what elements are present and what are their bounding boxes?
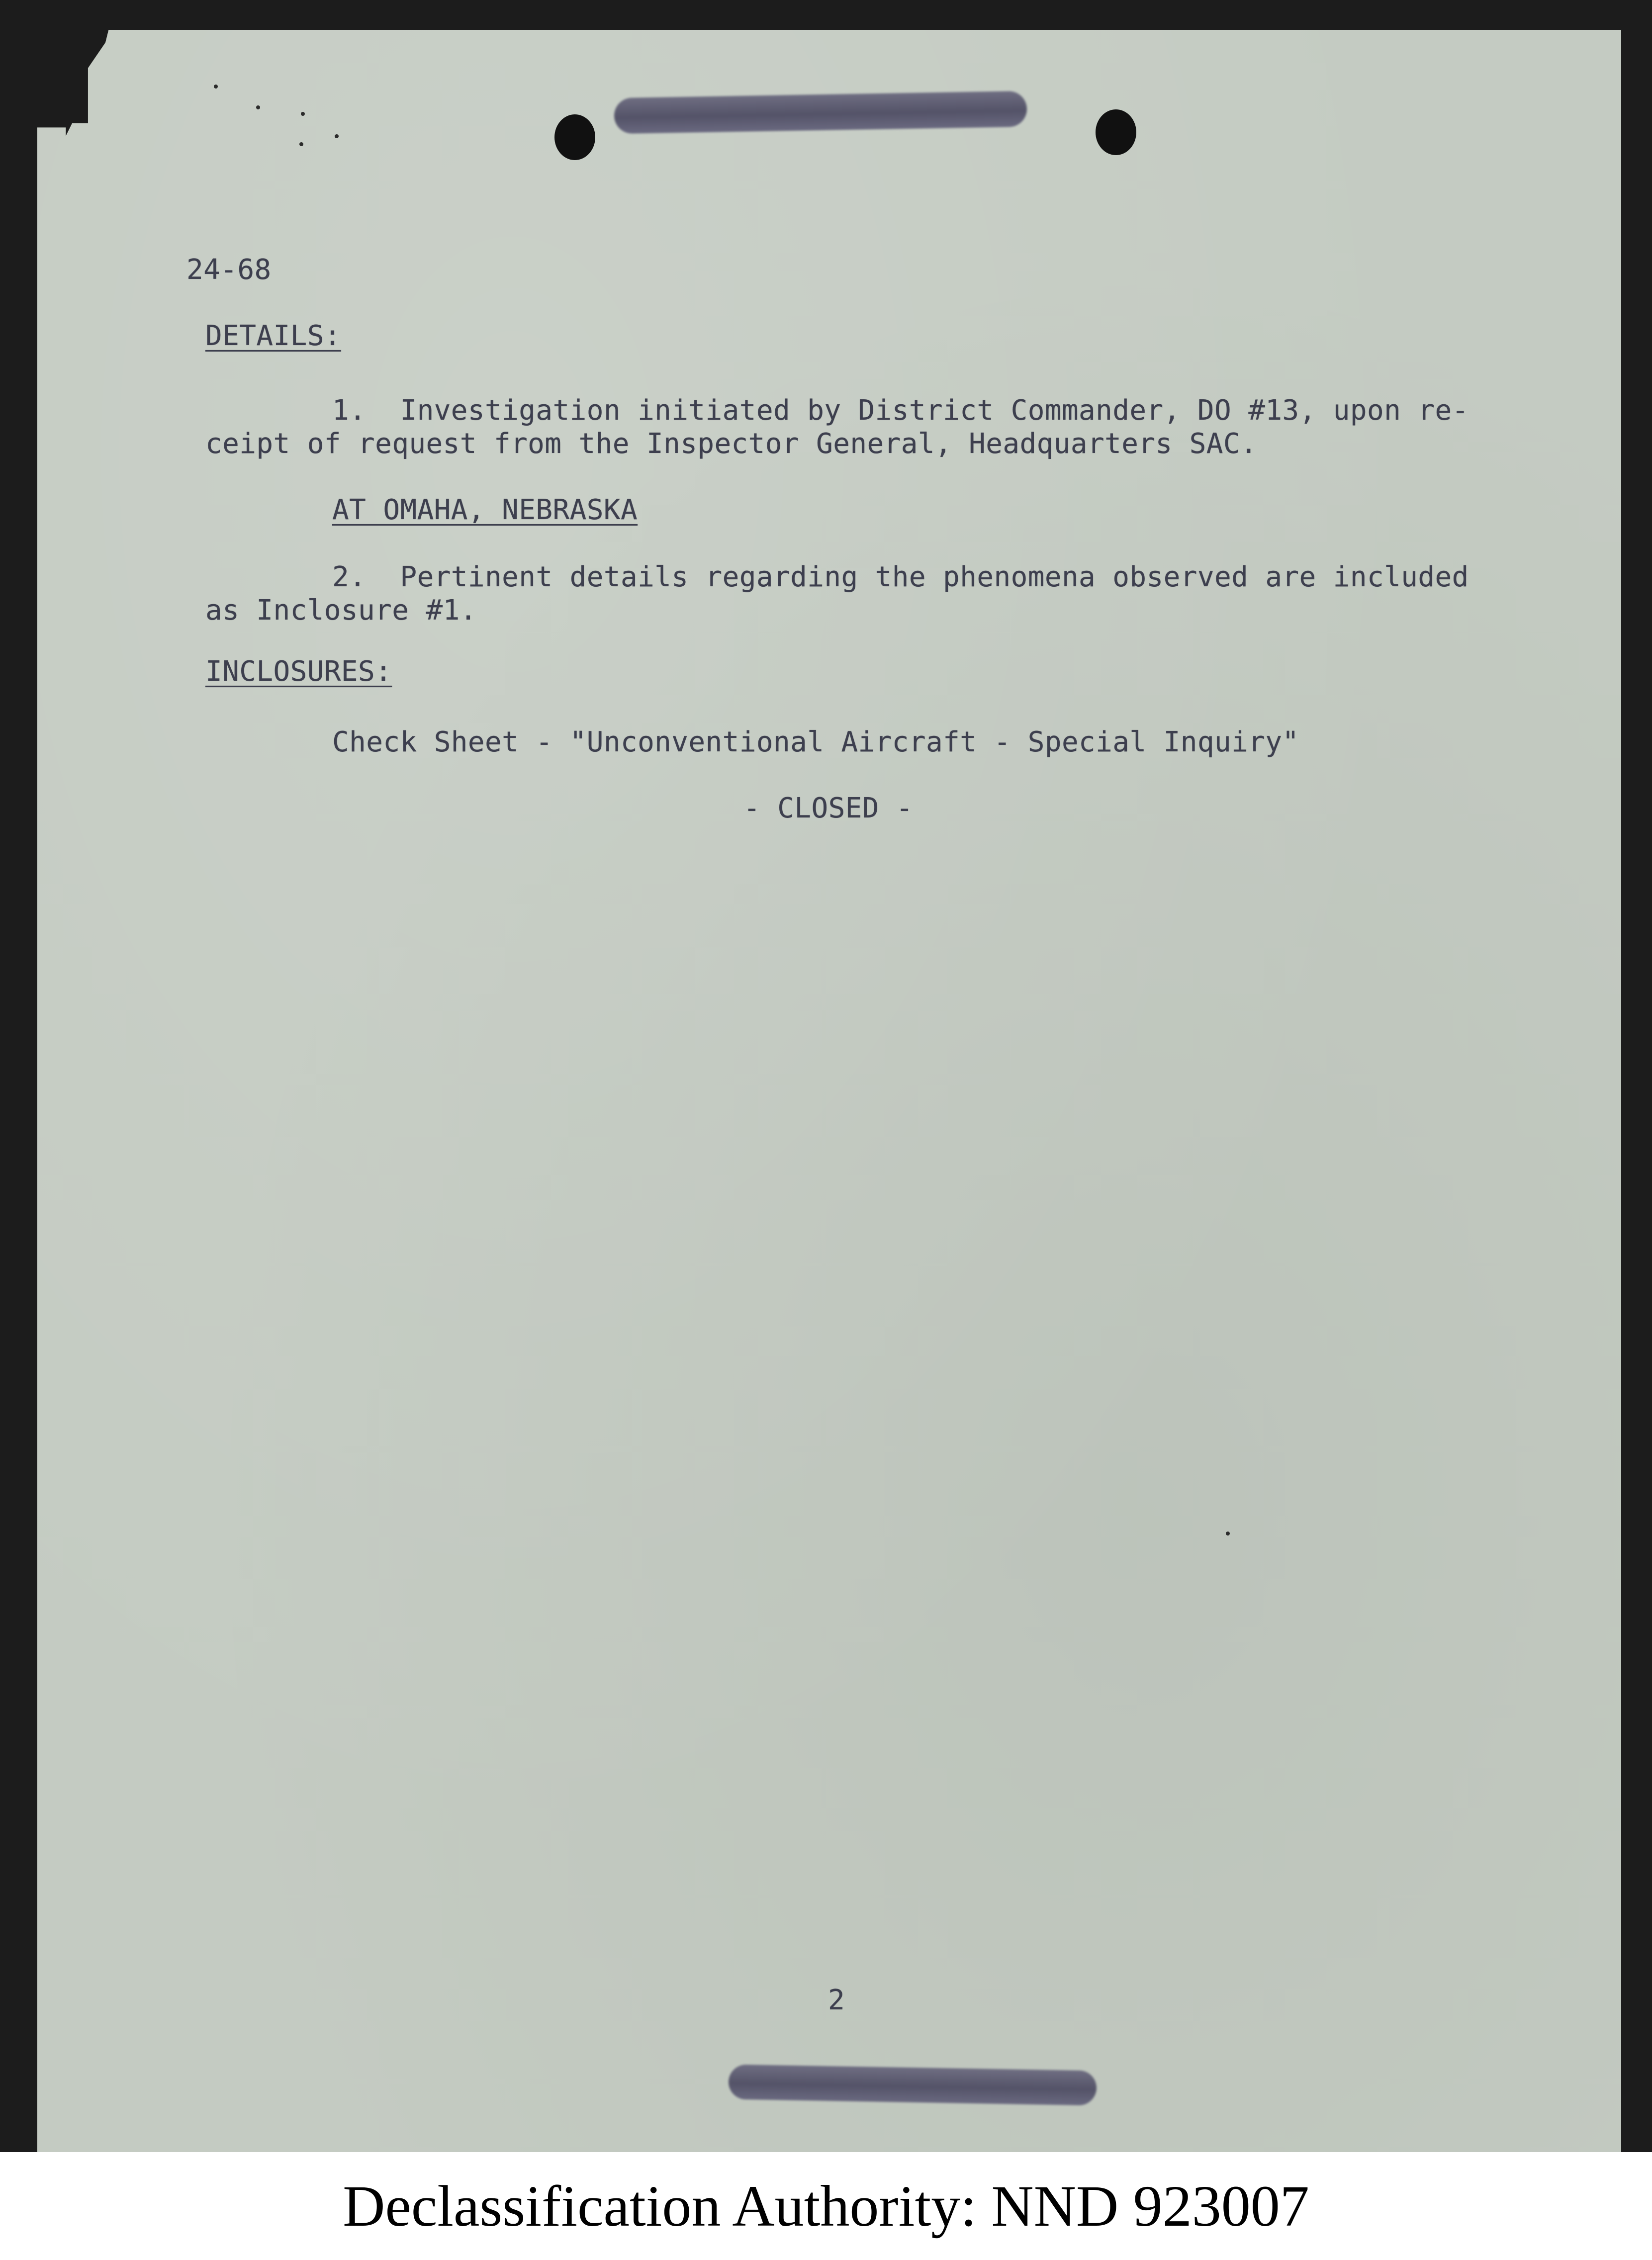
- enclosure-item: Check Sheet - "Unconventional Aircraft - Special Inquiry": [332, 726, 1299, 758]
- paper-speck: [301, 112, 305, 116]
- paragraph-2-line-2: as Inclosure #1.: [205, 594, 477, 627]
- punch-hole-left: [554, 114, 595, 160]
- redaction-marker-streak-bottom: [728, 2065, 1097, 2106]
- details-heading: DETAILS:: [205, 320, 341, 352]
- redaction-marker-streak-top: [614, 91, 1027, 134]
- paper-speck: [335, 134, 339, 138]
- location-heading: AT OMAHA, NEBRASKA: [332, 494, 638, 526]
- paper-speck: [214, 85, 218, 89]
- paper-speck: [256, 105, 260, 109]
- paragraph-1-line-2: ceipt of request from the Inspector General, Headquarters SAC.: [205, 428, 1258, 460]
- page-number: 2: [828, 1984, 845, 2016]
- punch-hole-right: [1096, 109, 1136, 155]
- file-number: 24-68: [186, 254, 272, 286]
- closed-mark: - CLOSED -: [743, 792, 914, 824]
- inclosures-heading: INCLOSURES:: [205, 655, 392, 688]
- paragraph-1-line-1: 1. Investigation initiated by District Commander, DO #13, upon re-: [332, 394, 1469, 427]
- paper-speck: [1226, 1532, 1230, 1536]
- paper-speck: [299, 142, 303, 146]
- declassification-authority-caption: Declassification Authority: NND 923007: [343, 2173, 1309, 2239]
- paragraph-2-line-1: 2. Pertinent details regarding the phenomena observed are included: [332, 561, 1469, 593]
